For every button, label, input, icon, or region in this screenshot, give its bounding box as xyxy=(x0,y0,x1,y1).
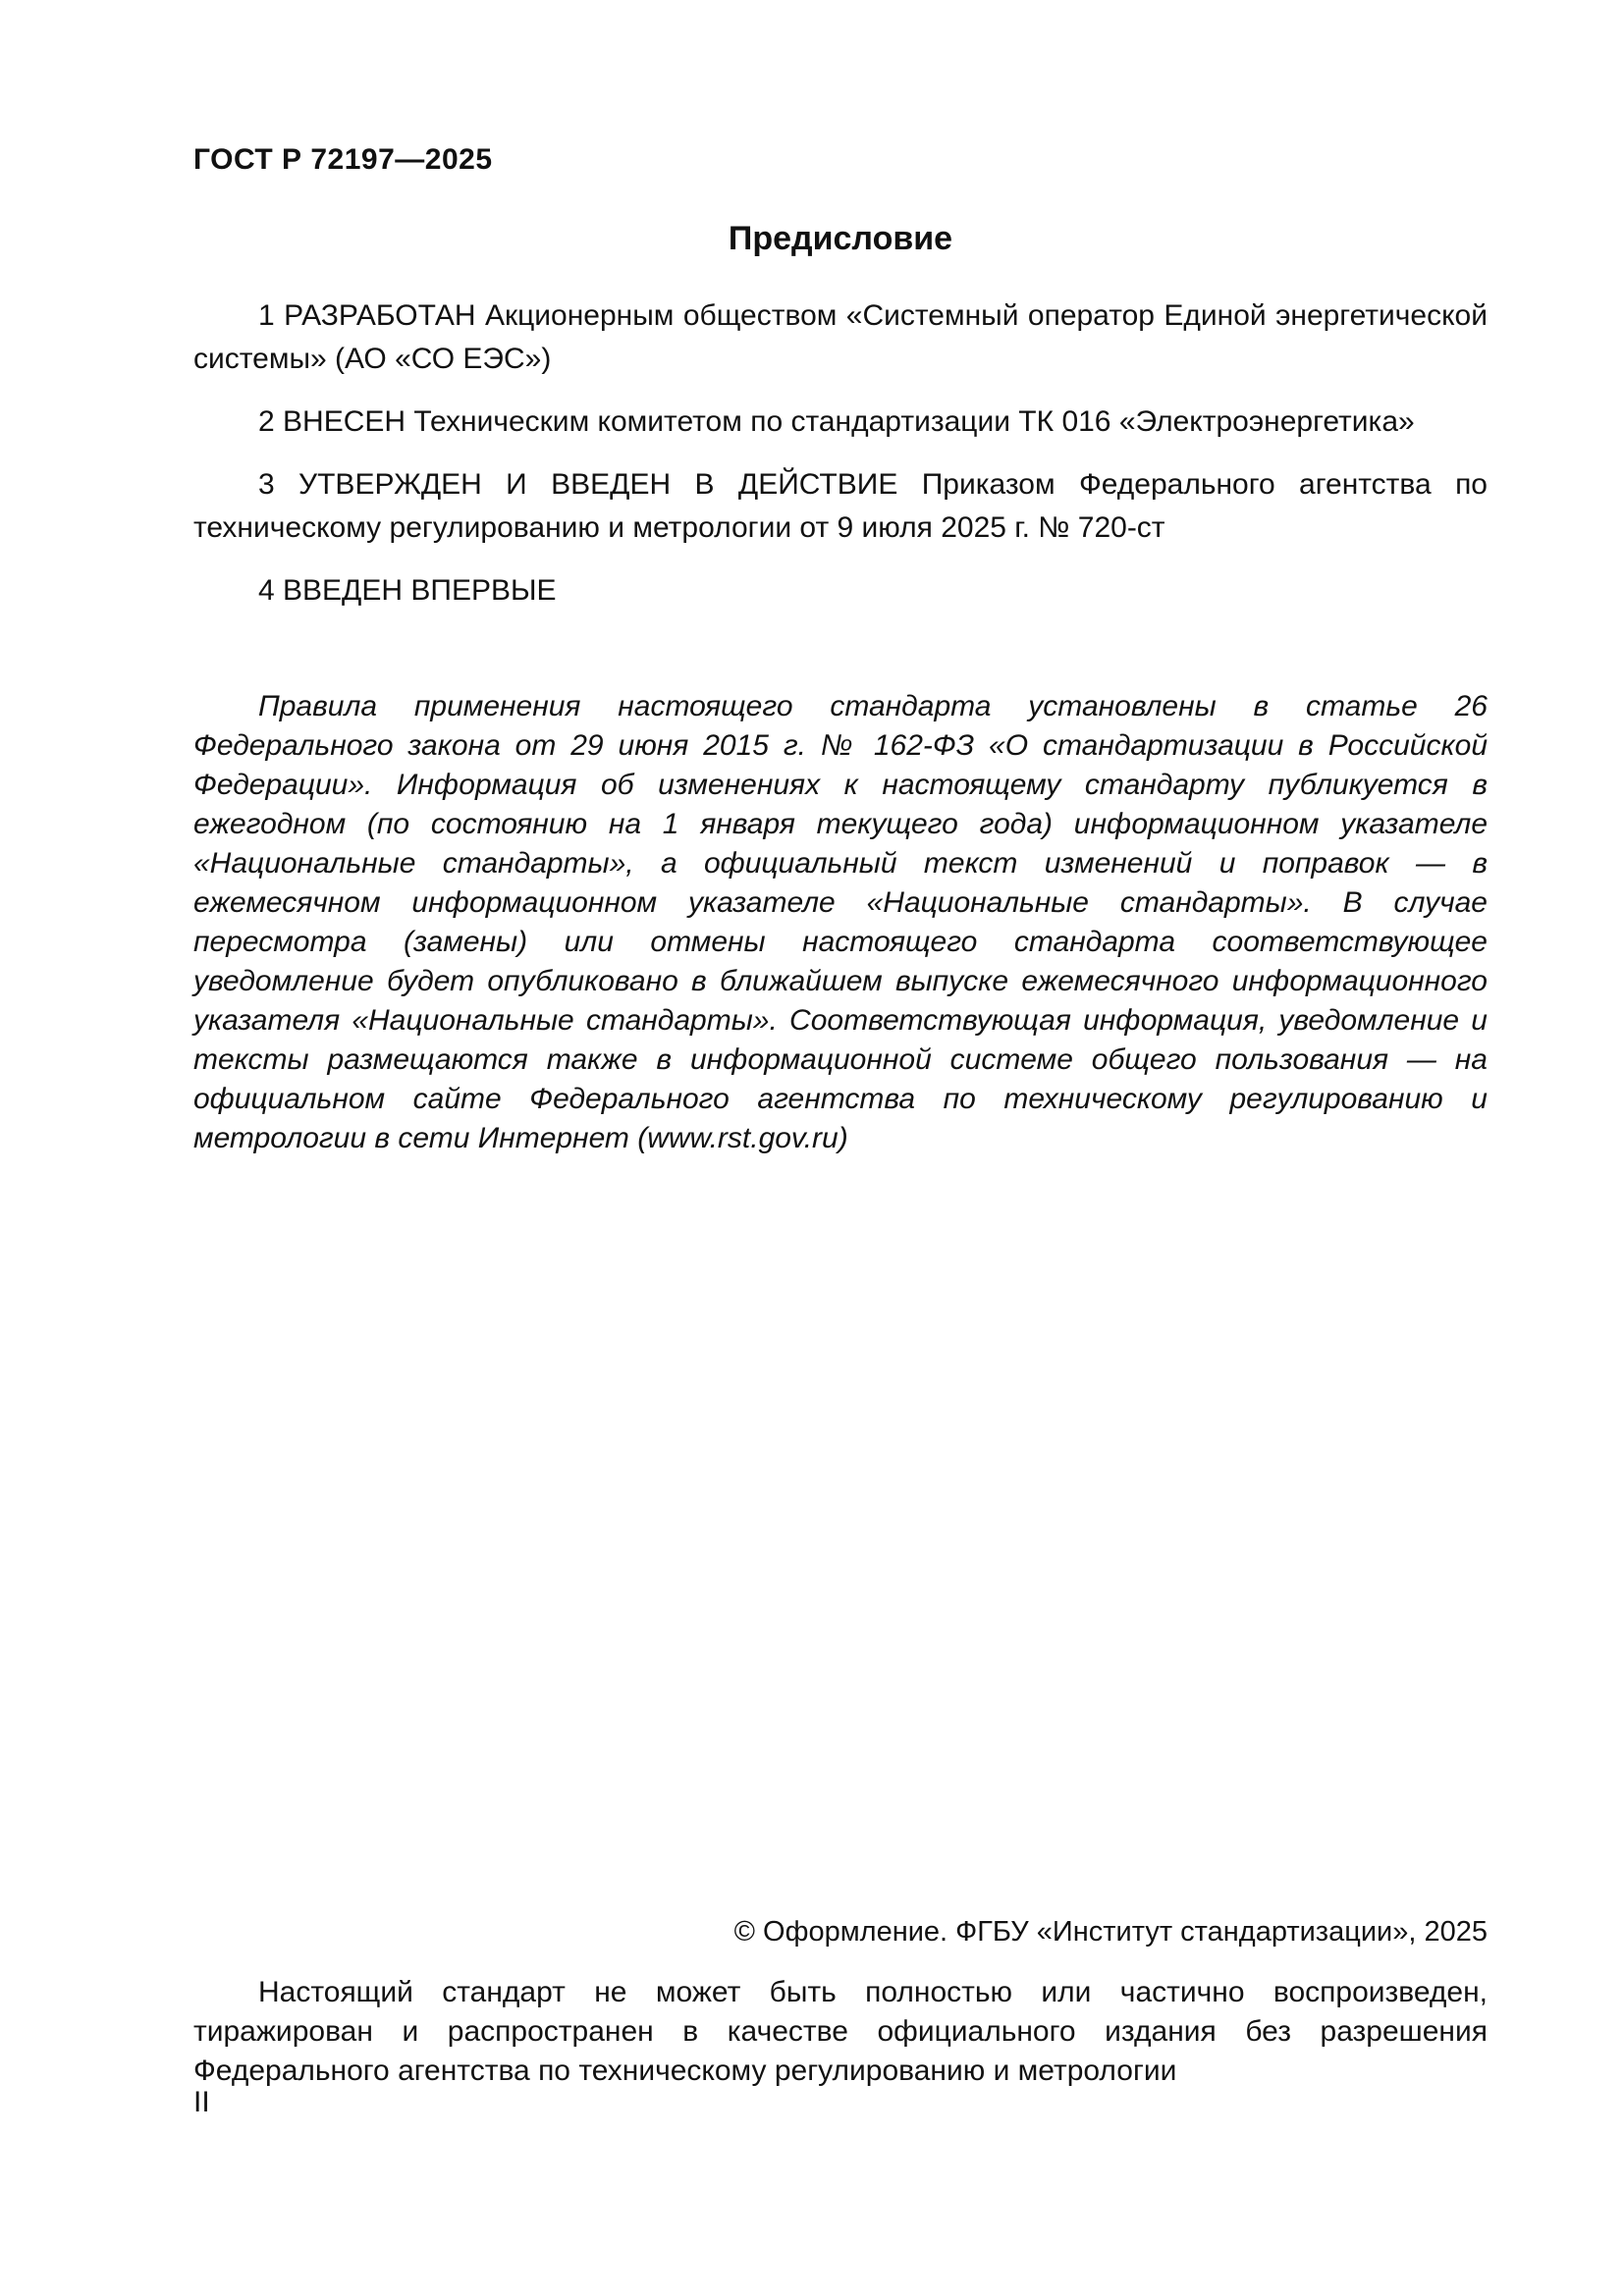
foreword-title: Предисловие xyxy=(728,220,953,257)
foreword-item-approved: 3 УТВЕРЖДЕН И ВВЕДЕН В ДЕЙСТВИЕ Приказом Федерального агентства по техническому регулированию и метрологии от 9 июля 2025 г. № 720-ст xyxy=(193,468,1488,544)
reproduction-notice: Настоящий стандарт не может быть полностью или частично воспроизведен, тиражирован и распространен в качестве официального издания без разрешения Федерального агентства по техническому регулированию и метрологии xyxy=(193,1976,1488,2087)
application-rules-note: Правила применения настоящего стандарта установлены в статье 26 Федерального закона от 29 июня 2015 г. № 162-ФЗ «О стандартизации в Российской Федерации». Информация об изменениях к настоящему стандарту публикуется в ежегодном (по состоянию на 1 января текущего года) информационном указателе «Национальные стандарты», а официальный текст изменений и поправок — в ежемесячном информационном указателе «Национальные стандарты». В случае пересмотра (замены) или отмены настоящего стандарта соответствующее уведомление будет опубликовано в ближайшем выпуске ежемесячного информационного указателя «Национальные стандарты». Соответствующая информация, уведомление и тексты размещаются также в информационной системе общего пользования — на официальном сайте Федерального агентства по техническому регулированию и метрологии в сети Интернет (www.rst.gov.ru) xyxy=(193,690,1488,1154)
foreword-item-introduced: 4 ВВЕДЕН ВПЕРВЫЕ xyxy=(258,574,557,607)
page-number: II xyxy=(193,2086,210,2118)
copyright-line: © Оформление. ФГБУ «Институт стандартизации», 2025 xyxy=(733,1916,1488,1948)
foreword-item-developed: 1 РАЗРАБОТАН Акционерным обществом «Системный оператор Единой энергетической системы» (АО «СО ЕЭС») xyxy=(193,299,1488,375)
foreword-item-submitted: 2 ВНЕСЕН Техническим комитетом по стандартизации ТК 016 «Электроэнергетика» xyxy=(258,405,1415,438)
doc-code-header: ГОСТ Р 72197—2025 xyxy=(193,143,493,176)
